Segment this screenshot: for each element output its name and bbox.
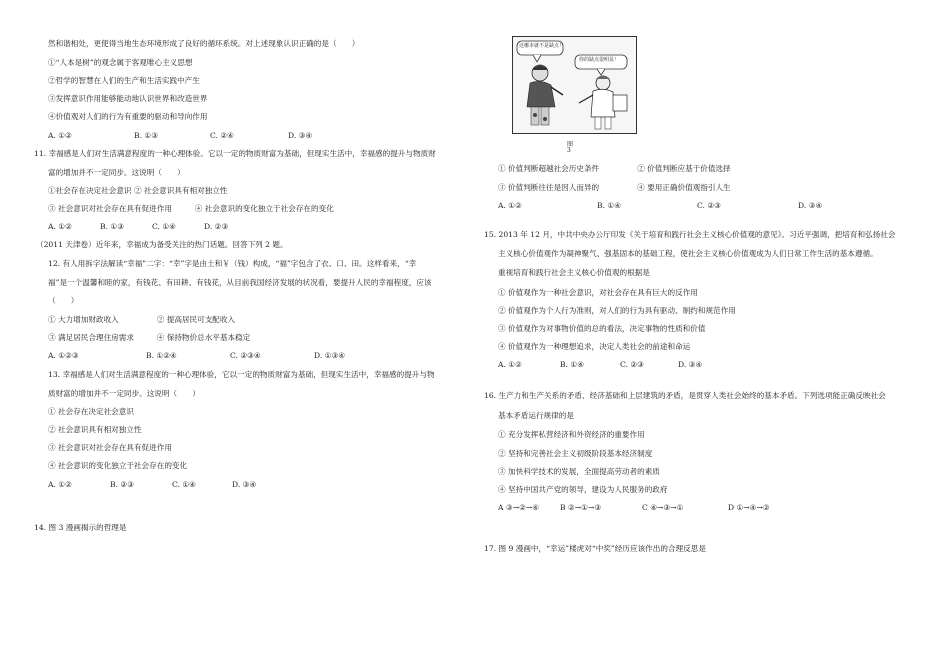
q15-choice-c[interactable]: C. ②③ [620,360,644,369]
q14-choice-b[interactable]: B. ①④ [597,201,622,210]
q16-item-2: ② 坚持和完善社会主义初级阶段基本经济制度 [498,449,653,458]
q11-choice-a[interactable]: A. ①② [48,222,72,231]
q11-choice-d[interactable]: D. ②③ [204,222,229,231]
q14-item-row2: ③ 价值判断往往是因人而异的 ④ 要用正确价值观指引人生 [498,183,731,192]
q15-choice-a[interactable]: A. ①② [498,360,522,369]
q11-stem-line1: 11. 幸福感是人们对生活满意程度的一种心理体验。它以一定的物质财富为基础，但现实生活中，幸福感的提升与物质财 [34,149,436,158]
cartoon-figure [512,36,637,134]
q12-item-row1: ① 大力增加财政收入 ② 提高居民可支配收入 [48,315,236,324]
q16-choice-c[interactable]: C ④→③→① [642,503,684,512]
q13-choice-c[interactable]: C. ①④ [172,480,196,489]
q16-stem-line2: 基本矛盾运行规律的是 [498,411,574,420]
q11-item-row1: ①社会存在决定社会意识 ② 社会意识具有相对独立性 [48,186,228,195]
q15-item-4: ④ 价值观作为一种理想追求，决定人类社会的前途和命运 [498,342,691,351]
q10-choice-b[interactable]: B. ①③ [134,131,159,140]
q12-choice-b[interactable]: B. ①②④ [146,351,177,360]
q12-stem-line1: 12. 有人用拆字法解读“幸福”二字：“幸”字是由土和￥（钱）构成，“福”字包含了衣、口、田。这样看来，“幸 [48,259,417,268]
q15-choice-d[interactable]: D. ③④ [678,360,703,369]
q10-stem-tail: 然和谐相处，更使得当地生态环境形成了良好的循环系统。对上述现象认识正确的是（ ） [48,39,360,48]
q17-stem: 17. 图 9 漫画中，“幸运”楼虎对“中奖”经历应该作出的合理反思是 [484,544,706,553]
q10-item-3: ③发挥意识作用能够能动地认识世界和改造世界 [48,94,208,103]
cartoon-bubble-left: 这哪本就不是缺点！ [519,43,565,49]
q12-item-row2: ③ 满足居民合理住房需求 ④ 保持物价总水平基本稳定 [48,333,251,342]
q13-item-4: ④ 社会意识的变化独立于社会存在的变化 [48,461,188,470]
q13-stem-line1: 13. 幸福感是人们对生活满意程度的一种心理体验，它以一定的物质财富为基础，但现实生活中，幸福感的提升与物 [48,370,435,379]
q13-item-2: ② 社会意识具有相对独立性 [48,425,142,434]
section-intro: （2011 天津卷）近年来，幸福成为备受关注的热门话题。回答下列 2 题。 [36,240,288,249]
figure-caption: 图 3 [567,141,574,154]
q16-choice-b[interactable]: B ②→①→③ [560,503,602,512]
q10-choice-a[interactable]: A. ①② [48,131,72,140]
q10-item-2: ②哲学的智慧在人们的生产和生活实践中产生 [48,76,200,85]
q14-choice-c[interactable]: C. ②③ [697,201,721,210]
q10-choice-d[interactable]: D. ③④ [288,131,313,140]
q16-item-3: ③ 加快科学技术的发展，全面提高劳动者的素质 [498,467,660,476]
cartoon-illustration [513,37,636,133]
q12-choice-a[interactable]: A. ①②③ [48,351,79,360]
q16-item-4: ④ 坚持中国共产党的领导，建设为人民服务的政府 [498,485,668,494]
q11-choice-b[interactable]: B. ①③ [100,222,125,231]
q12-stem-line3: （ ） [48,296,79,305]
q16-item-1: ① 充分发挥私营经济和外资经济的重要作用 [498,430,645,439]
q11-stem-line2: 富的增加并不一定同步。这说明（ ） [48,168,185,177]
q11-choice-c[interactable]: C. ①④ [152,222,176,231]
q12-choice-d[interactable]: D. ①③④ [314,351,346,360]
q14-stem: 14. 图 3 漫画揭示的哲理是 [34,523,127,532]
q15-item-1: ① 价值观作为一种社会意识，对社会存在具有巨大的反作用 [498,288,698,297]
q15-stem-line3: 重视培育和践行社会主义核心价值观的根据是 [498,268,650,277]
q12-choice-c[interactable]: C. ②③④ [230,351,261,360]
q13-choice-a[interactable]: A. ①② [48,480,72,489]
q11-item-row2: ③ 社会意识对社会存在具有促进作用 ④ 社会意识的变化独立于社会存在的变化 [48,204,334,213]
q15-item-2: ② 价值观作为个人行为准则，对人们的行为具有驱动、制约和规范作用 [498,306,736,315]
q13-item-3: ③ 社会意识对社会存在具有促进作用 [48,443,172,452]
q10-item-4: ④价值观对人们的行为有重要的驱动和导向作用 [48,112,208,121]
q14-choice-a[interactable]: A. ①② [498,201,522,210]
q13-choice-d[interactable]: D. ③④ [232,480,257,489]
q15-item-3: ③ 价值观作为对事物价值的总的看法，决定事物的性质和价值 [498,324,706,333]
q16-choice-d[interactable]: D ①→④→② [728,503,770,512]
q13-item-1: ① 社会存在决定社会意识 [48,407,134,416]
q15-choice-b[interactable]: B. ①④ [560,360,585,369]
q13-choice-b[interactable]: B. ②③ [110,480,135,489]
q14-item-row1: ① 价值判断超越社会历史条件 ② 价值判断应基于价值选择 [498,164,731,173]
q13-stem-line2: 质财富的增加并不一定同步。这说明（ ） [48,389,200,398]
q16-stem-line1: 16. 生产力和生产关系的矛盾、经济基础和上层建筑的矛盾，是贯穿人类社会始终的基本矛盾。下列选项能正确反映社会 [484,391,886,400]
q10-item-1: ①“人本是树”的观念属于客观唯心主义思想 [48,58,193,67]
q15-stem-line2: 主义核心价值观作为凝神聚气、强基固本的基础工程，使社会主义核心价值观成为人们日常工作生活的基本遵循。 [498,249,878,258]
q16-choice-a[interactable]: A ③→②→④ [498,503,540,512]
q15-stem-line1: 15. 2013 年 12 月，中共中央办公厅印发《关于培育和践行社会主义核心价值观的意见》。习近平强调，把培育和弘扬社会 [484,230,896,239]
q12-stem-line2: 福”是一个温馨和睦的家，有钱花、有田耕、有钱花，从目前我国经济发展的状况看，要提升人民的幸福程度，应该 [48,278,432,287]
q10-choice-c[interactable]: C. ②④ [210,131,234,140]
cartoon-bubble-right: 你的缺点很明显！ [579,57,620,63]
q14-choice-d[interactable]: D. ③④ [798,201,823,210]
